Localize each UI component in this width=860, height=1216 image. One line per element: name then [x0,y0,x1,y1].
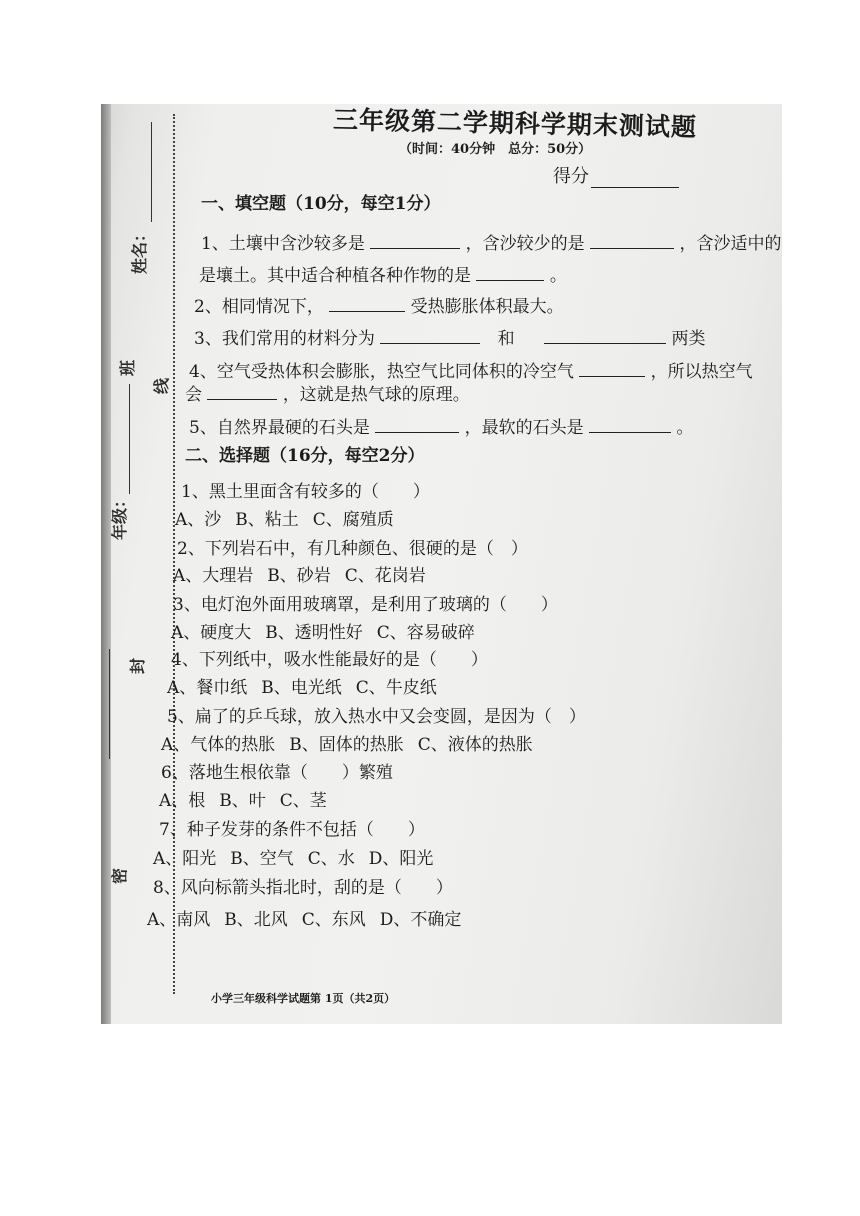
secret-char: 密 [110,867,129,884]
mc-q8-opt-b: B、北风 [224,910,288,930]
q4-line2 [185,385,470,404]
q1-text-c: ，含沙适中的 [679,234,782,254]
q3-text-b: 和 [497,329,515,349]
mc-q5: 5、扁了的乒乓球，放入热水中又会变圆，是因为（ ） [167,707,586,727]
mc-q6-opt-b: B、叶 [219,791,266,811]
exam-paper-photo [101,104,782,1024]
mc-q1-opt-a: A、沙 [175,510,222,530]
mc-q6-options [159,793,341,810]
mc-q8-options [147,912,475,929]
grade-underline [109,649,110,759]
q3-line [194,329,705,348]
seal-char: 封 [128,657,147,674]
mc-q6-opt-c: C、茎 [279,791,327,811]
mc-q1-options [175,512,408,529]
mc-q8-opt-a: A、南风 [147,910,211,930]
q5-text-c: 。 [676,418,694,438]
mc-q7-opt-d: D、阳光 [368,849,434,869]
mc-q5-opt-b: B、固体的热胀 [289,735,404,755]
class-label: 班 [118,359,137,376]
q2-text-a: 2、相同情况下， [194,297,324,317]
q1-text-a: 1、土壤中含沙较多是 [201,234,365,254]
mc-q1-opt-c: C、腐殖质 [312,510,394,530]
q4-text-a: 4、空气受热体积会膨胀，热空气比同体积的冷空气 [189,362,574,382]
section2-heading: 二、选择题（16分，每空2分） [185,446,425,466]
mc-q4-opt-a: A、餐巾纸 [167,678,248,698]
q3-blank-2 [544,329,666,344]
exam-subtitle: （时间：40分钟 总分：50分） [399,142,592,157]
q2-text-b: 受热膨胀体积最大。 [410,297,564,317]
mc-q3-opt-b: B、透明性好 [265,623,363,643]
mc-q7-opt-a: A、阳光 [153,849,217,869]
mc-q2-opt-c: C、花岗岩 [344,566,426,586]
mc-q3: 3、电灯泡外面用玻璃罩，是利用了玻璃的（ ） [173,595,558,615]
mc-q3-options [171,625,489,642]
mc-q8: 8、风向标箭头指北时，刮的是（ ） [153,878,453,898]
mc-q8-opt-c: C、东风 [301,910,366,930]
q4-text-b: ，所以热空气 [650,362,753,382]
q5-text-a: 5、自然界最硬的石头是 [189,418,370,438]
q3-blank-1 [380,329,480,344]
q1-blank-1 [370,234,460,249]
q2-line [194,297,564,316]
page-title: 三年级第二学期科学期末测试题 [332,105,698,142]
q1-blank-3 [476,266,544,281]
q1-text-e: 。 [549,266,567,286]
mc-q4-options [167,680,451,697]
q4-text-d: ，这就是热气球的原理。 [282,385,470,405]
mc-q5-opt-a: A、气体的热胀 [161,735,276,755]
score-blank [591,169,679,188]
mc-q2: 2、下列岩石中，有几种颜色、很硬的是（ ） [177,539,528,559]
q3-text-c: 两类 [671,329,706,349]
mc-q3-opt-c: C、容易破碎 [376,623,475,643]
mc-q6-opt-a: A、根 [159,791,206,811]
line-char: 线 [152,377,171,394]
q4-text-c: 会 [185,385,202,405]
q5-blank-1 [375,418,459,433]
name-label: 姓名： [130,225,149,274]
mc-q4-opt-b: B、电光纸 [261,678,342,698]
name-underline [151,122,152,222]
mc-q7-options [153,851,447,868]
q4-blank-1 [579,362,645,377]
mc-q7-opt-c: C、水 [307,849,355,869]
q3-text-a: 3、我们常用的材料分为 [194,329,375,349]
mc-q3-opt-a: A、硬度大 [171,623,252,643]
mc-q4: 4、下列纸中，吸水性能最好的是（ ） [171,650,488,670]
q1-text-b: ，含沙较少的是 [465,234,585,254]
q1-line1 [201,234,781,253]
q5-line [189,418,693,437]
q2-blank [329,297,405,312]
mc-q1-opt-b: B、粘土 [235,510,299,530]
class-underline [129,384,130,494]
mc-q6: 6、落地生根依靠（ ）繁殖 [161,763,393,783]
mc-q7: 7、种子发芽的条件不包括（ ） [159,820,425,840]
mc-q7-opt-b: B、空气 [230,849,294,869]
mc-q2-options [173,568,440,585]
score-label: 得分 [553,166,589,187]
paper-edge-shadow [101,104,111,1024]
q5-blank-2 [589,418,671,433]
mc-q5-opt-c: C、液体的热胀 [417,735,533,755]
q4-blank-2 [207,385,277,400]
q4-line1 [189,362,753,381]
mc-q4-opt-c: C、牛皮纸 [355,678,437,698]
q1-line2 [199,266,567,285]
q1-blank-2 [590,234,674,249]
mc-q2-opt-b: B、砂岩 [267,566,331,586]
q5-text-b: ，最软的石头是 [464,418,584,438]
section1-heading: 一、填空题（10分，每空1分） [201,194,441,214]
mc-q2-opt-a: A、大理岩 [173,566,254,586]
page-footer: 小学三年级科学试题第 1页（共2页） [211,992,396,1005]
mc-q1: 1、黑土里面含有较多的（ ） [181,482,430,502]
score-field [553,162,679,188]
grade-label: 年级： [110,491,129,540]
mc-q8-opt-d: D、不确定 [379,910,462,930]
mc-q5-options [161,737,547,754]
q1-text-d: 是壤土。其中适合种植各种作物的是 [199,266,471,286]
